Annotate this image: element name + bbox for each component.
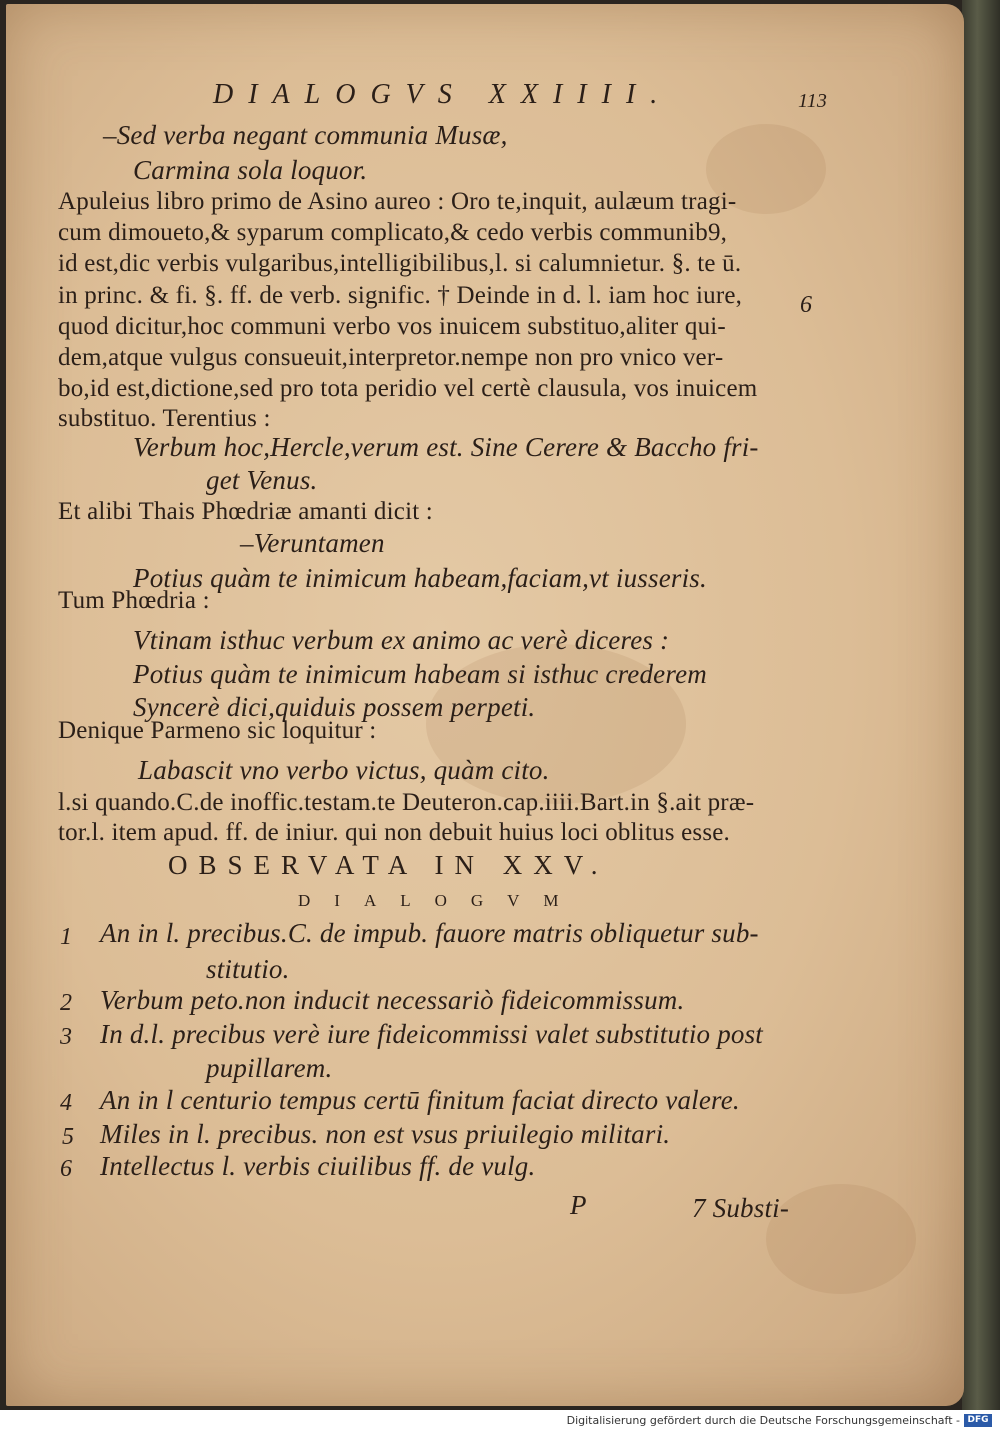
verse-line: Verbum hoc,Hercle,verum est. Sine Cerere & Baccho fri- [133, 432, 759, 462]
running-head: DIALOGVS XXIIII. [213, 79, 673, 110]
funding-credit: Digitalisierung gefördert durch die Deutsche Forschungsgemeinschaft - [566, 1414, 960, 1427]
footer-bar [0, 1410, 1000, 1433]
signature-mark: P [570, 1190, 587, 1220]
section-heading: OBSERVATA IN XXV. [168, 850, 609, 880]
verse-line: get Venus. [206, 465, 318, 495]
body-line: Denique Parmeno sic loquitur : [58, 717, 377, 744]
body-line: in princ. & fi. §. ff. de verb. signific. † Deinde in d. l. iam hoc iure, [58, 282, 743, 309]
verse-line: –Sed verba negant communia Musæ, [103, 120, 508, 150]
body-line: cum dimoueto,& syparum complicato,& cedo verbis communib9, [58, 219, 728, 246]
body-line: l.si quando.C.de inoffic.testam.te Deuteron.cap.iiii.Bart.in §.ait præ- [58, 789, 755, 816]
dfg-logo: DFG [964, 1414, 992, 1427]
item-line: Miles in l. precibus. non est vsus priuilegio militari. [100, 1119, 671, 1149]
body-line: tor.l. item apud. ff. de iniur. qui non debuit huius loci oblitus esse. [58, 819, 731, 846]
verse-line: Labascit vno verbo victus, quàm cito. [138, 755, 550, 785]
item-line: Intellectus l. verbis ciuilibus ff. de vulg. [100, 1151, 536, 1181]
verse-line: Potius quàm te inimicum habeam si isthuc crederem [133, 659, 707, 689]
item-line: pupillarem. [206, 1053, 333, 1083]
item-line: Verbum peto.non inducit necessariò fideicommissum. [100, 985, 685, 1015]
item-line: An in l. precibus.C. de impub. fauore matris obliquetur sub- [100, 918, 759, 948]
item-number: 1 [60, 924, 73, 950]
item-number: 3 [60, 1024, 73, 1050]
section-subheading: DIALOGVM [298, 891, 583, 910]
body-line: dem,atque vulgus consueuit,interpretor.nempe non pro vnico ver- [58, 344, 724, 371]
verse-line: Potius quàm te inimicum habeam,faciam,vt iusseris. [133, 563, 707, 593]
item-number: 6 [60, 1156, 73, 1182]
body-line: Apuleius libro primo de Asino aureo : Oro te,inquit, aulæum tragi- [58, 188, 737, 215]
body-line: bo,id est,dictione,sed pro tota peridio vel certè clausula, vos inuicem [58, 375, 758, 402]
item-line: In d.l. precibus verè iure fideicommissi valet substitutio post [100, 1019, 764, 1049]
item-line: An in l centurio tempus certū finitum faciat directo valere. [100, 1085, 740, 1115]
page-number: 113 [798, 90, 828, 112]
verse-line: Carmina sola loquor. [133, 155, 368, 185]
item-number: 2 [60, 990, 73, 1016]
catchword: 7 Substi- [692, 1193, 790, 1223]
body-line: substituo. Terentius : [58, 405, 271, 432]
body-line: Tum Phœdria : [58, 587, 210, 614]
item-number: 4 [60, 1090, 73, 1116]
body-line: quod dicitur,hoc communi verbo vos inuicem substituo,aliter qui- [58, 313, 726, 340]
verse-line: Syncerè dici,quiduis possem perpeti. [133, 692, 536, 722]
verse-line: Vtinam isthuc verbum ex animo ac verè diceres : [133, 625, 670, 655]
marginal-number: 6 [800, 292, 813, 318]
item-line: stitutio. [206, 954, 290, 984]
body-line: id est,dic verbis vulgaribus,intelligibilibus,l. si calumnietur. §. te ū. [58, 250, 742, 277]
verse-line: –Veruntamen [240, 528, 385, 558]
item-number: 5 [62, 1124, 75, 1150]
body-line: Et alibi Thais Phœdriæ amanti dicit : [58, 498, 433, 525]
